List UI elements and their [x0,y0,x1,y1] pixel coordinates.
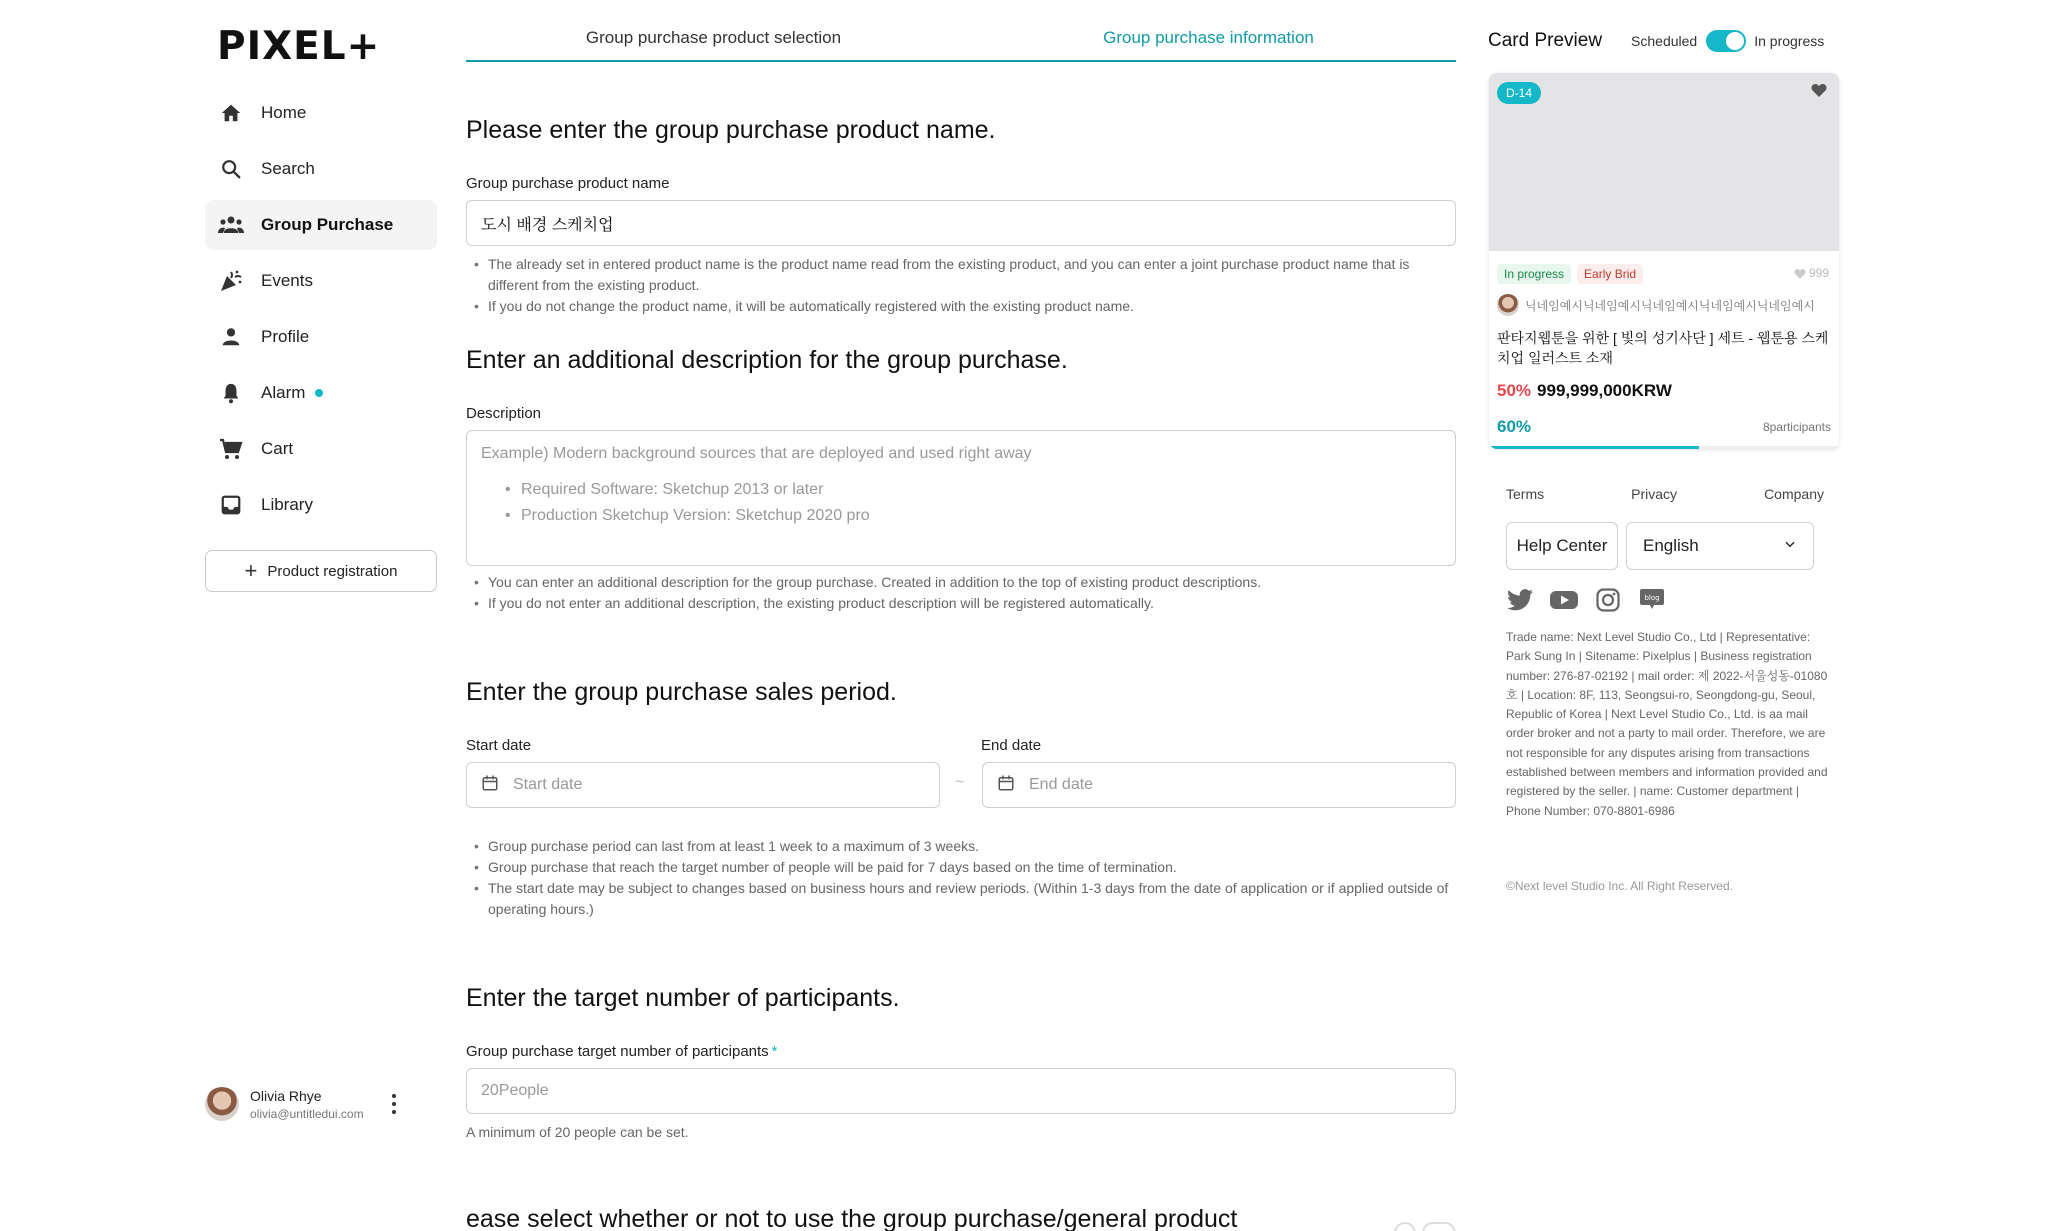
hint-item: • The start date may be subject to changes based on business hours and review periods. (Within 1-3 days from the date of application or if applied outside of operating hours.) [474,878,1454,920]
logo-text: PIXEL+ [217,23,381,69]
status-toggle[interactable] [1706,30,1746,52]
target-participants-input[interactable] [466,1068,1456,1114]
price-value: 999,999,000KRW [1537,381,1672,400]
main-nav [205,88,437,536]
description-textarea[interactable] [466,430,1456,566]
target-participants-hint: A minimum of 20 people can be set. [466,1124,689,1140]
sales-period-title: Enter the group purchase sales period. [466,678,897,706]
description-hints [474,572,1454,614]
end-date-field[interactable] [982,762,1456,808]
tab-underline [466,60,1456,62]
sidebar-item-label: Home [261,103,307,122]
notification-dot [315,389,323,397]
tab-product-selection[interactable]: Group purchase product selection [585,28,842,47]
group-icon [218,212,244,238]
required-mark: * [771,1043,778,1060]
step-tabs [466,26,1456,62]
target-participants-label-text: Group purchase target number of participants [466,1043,769,1060]
sidebar-item-label: Library [261,495,313,514]
sidebar-item-home[interactable] [205,88,437,138]
user-profile[interactable] [205,1084,437,1124]
description-placeholder: Example) Modern background sources that are deployed and used right away [481,445,1032,462]
footer-link-terms[interactable]: Terms [1506,486,1545,502]
product-registration-button[interactable] [205,550,437,592]
footer-link-company[interactable]: Company [1764,486,1824,502]
sidebar [205,0,437,1231]
progress-percent: 60% [1497,417,1532,436]
copyright: ©Next level Studio Inc. All Right Reserved. [1506,879,1733,893]
cart-icon [218,436,244,462]
product-name-title: Please enter the group purchase product name. [466,116,996,144]
scheduled-label: Scheduled [1631,33,1698,49]
early-bird-badge: Early Brid [1577,264,1643,284]
seller-avatar [1497,294,1519,316]
sidebar-item-search[interactable] [205,144,437,194]
end-date-input[interactable] [1029,776,1409,794]
chevron-down-icon [1783,536,1797,556]
search-icon [218,156,244,182]
hint-item: • If you do not enter an additional description, the existing product description will be registered automatically. [474,593,1454,614]
avatar[interactable] [205,1087,239,1121]
sidebar-item-label: Group Purchase [261,215,394,234]
product-name-input[interactable] [466,200,1456,246]
participants-count: 8participants [1762,420,1831,434]
product-name-label: Group purchase product name [466,175,670,192]
hint-item: • Group purchase period can last from at least 1 week to a maximum of 3 weeks. [474,836,1454,857]
hint-item: • You can enter an additional description for the group purchase. Created in addition to the top of existing product descriptions. [474,572,1454,593]
instagram-icon[interactable] [1594,586,1622,614]
heart-icon[interactable] [1811,83,1827,102]
legal-info: Trade name: Next Level Studio Co., Ltd | Representative: Park Sung In | Sitename: Pixelplus | Business registration number: 276-87-02192 | mail order: 제 2022-서울성동-01080호 | Location: 8F, 113, Seongsui-ro, Seongdong-gu, Seoul, Republic of Korea | Next Level Studio Co., Ltd. is aa mail order broker and not a party to mail order. Therefore, we are not responsible for any disputes arising from transactions established between members and information provided and registered by the seller. | name: Customer department | Phone Number: 070-8801-6986 [1506,630,1828,818]
target-participants-title: Enter the target number of participants. [466,984,900,1012]
radio-icon [1394,1222,1416,1231]
card-thumbnail [1489,73,1839,251]
sidebar-item-alarm[interactable] [205,368,437,418]
sidebar-item-label: Alarm [261,383,306,402]
start-date-input[interactable] [513,776,893,794]
description-label: Description [466,405,542,422]
card-price [1497,381,1672,401]
tab-purchase-information[interactable]: Group purchase information [1103,28,1314,47]
sidebar-item-profile[interactable] [205,312,437,362]
logo[interactable] [217,23,381,69]
hint-item: • If you do not change the product name, it will be automatically registered with the existing product name. [474,296,1454,317]
blog-label: blog [1644,594,1660,602]
card-badges [1497,264,1643,284]
description-placeholder-bullets [481,481,1441,525]
calendar-icon [481,774,499,797]
calendar-icon [997,774,1015,797]
sales-period-hints [474,836,1454,920]
library-icon [218,492,244,518]
in-progress-label: In progress [1754,33,1825,49]
placeholder-bullet: • Required Software: Sketchup 2013 or later [505,481,1441,499]
placeholder-bullet: • Production Sketchup Version: Sketchup 2020 pro [505,507,1441,525]
sidebar-item-label: Events [261,271,313,290]
target-participants-label [466,1043,778,1060]
user-icon [218,324,244,350]
language-select[interactable] [1626,522,1814,570]
card-title: 판타지웹툰을 위한 [ 빛의 성기사단 ] 세트 - 웹툰용 스케치업 일러스트 소재 [1497,330,1829,366]
sidebar-item-label: Search [261,159,315,178]
social-links [1506,586,1666,614]
like-count-value: 999 [1808,266,1829,280]
language-value: English [1643,536,1699,555]
sidebar-item-events[interactable] [205,256,437,306]
hint-item: • The already set in entered product name is the product name read from the existing product, and you can enter a joint purchase product name that is different from the existing product. [474,254,1454,296]
end-date-label: End date [981,737,1042,754]
blog-icon[interactable] [1638,586,1666,614]
like-count [1794,266,1829,280]
seller-info [1497,294,1815,316]
footer-links [1506,486,1824,502]
status-badge: In progress [1497,264,1571,284]
start-date-field[interactable] [466,762,940,808]
card-preview-title: Card Preview [1488,30,1603,51]
sidebar-item-library[interactable] [205,480,437,530]
plus-icon: + [244,558,258,583]
youtube-icon[interactable] [1550,586,1578,614]
product-type-title: ease select whether or not to use the group purchase/general product [466,1205,1238,1231]
date-separator: ~ [955,774,965,791]
footer-link-privacy[interactable]: Privacy [1631,486,1678,502]
hint-item: • Group purchase that reach the target number of people will be paid for 7 days based on the time of termination. [474,857,1454,878]
help-center-button[interactable]: Help Center [1506,522,1618,570]
sidebar-item-label: Cart [261,439,294,458]
start-date-label: Start date [466,737,532,754]
dday-badge: D-14 [1497,82,1541,104]
progress-fill [1489,446,1699,449]
user-email: olivia@untitledui.com [250,1106,364,1121]
heart-small-icon [1794,268,1806,279]
description-title: Enter an additional description for the group purchase. [466,346,1068,374]
product-registration-label: Product registration [267,562,398,580]
product-name-hints [474,254,1454,317]
product-type-toggle[interactable] [1394,1222,1456,1231]
twitter-icon[interactable] [1506,586,1534,614]
home-icon [218,100,244,126]
bell-icon [218,380,244,406]
card-preview-header [1488,26,1840,56]
seller-name: 닉네임예시닉네임예시닉네임예시닉네임예시닉네임예시 [1525,298,1815,313]
user-info [250,1088,364,1121]
user-name: Olivia Rhye [250,1087,322,1104]
switch-icon [1422,1222,1456,1231]
sidebar-item-label: Profile [261,327,310,346]
more-options-icon[interactable] [389,1094,399,1114]
product-card-preview[interactable] [1489,73,1839,449]
discount-rate: 50% [1497,381,1532,400]
party-icon [218,268,244,294]
sidebar-item-group-purchase[interactable] [205,200,437,250]
sidebar-item-cart[interactable] [205,424,437,474]
main-content [466,0,1456,1231]
right-panel [1488,0,1840,1231]
